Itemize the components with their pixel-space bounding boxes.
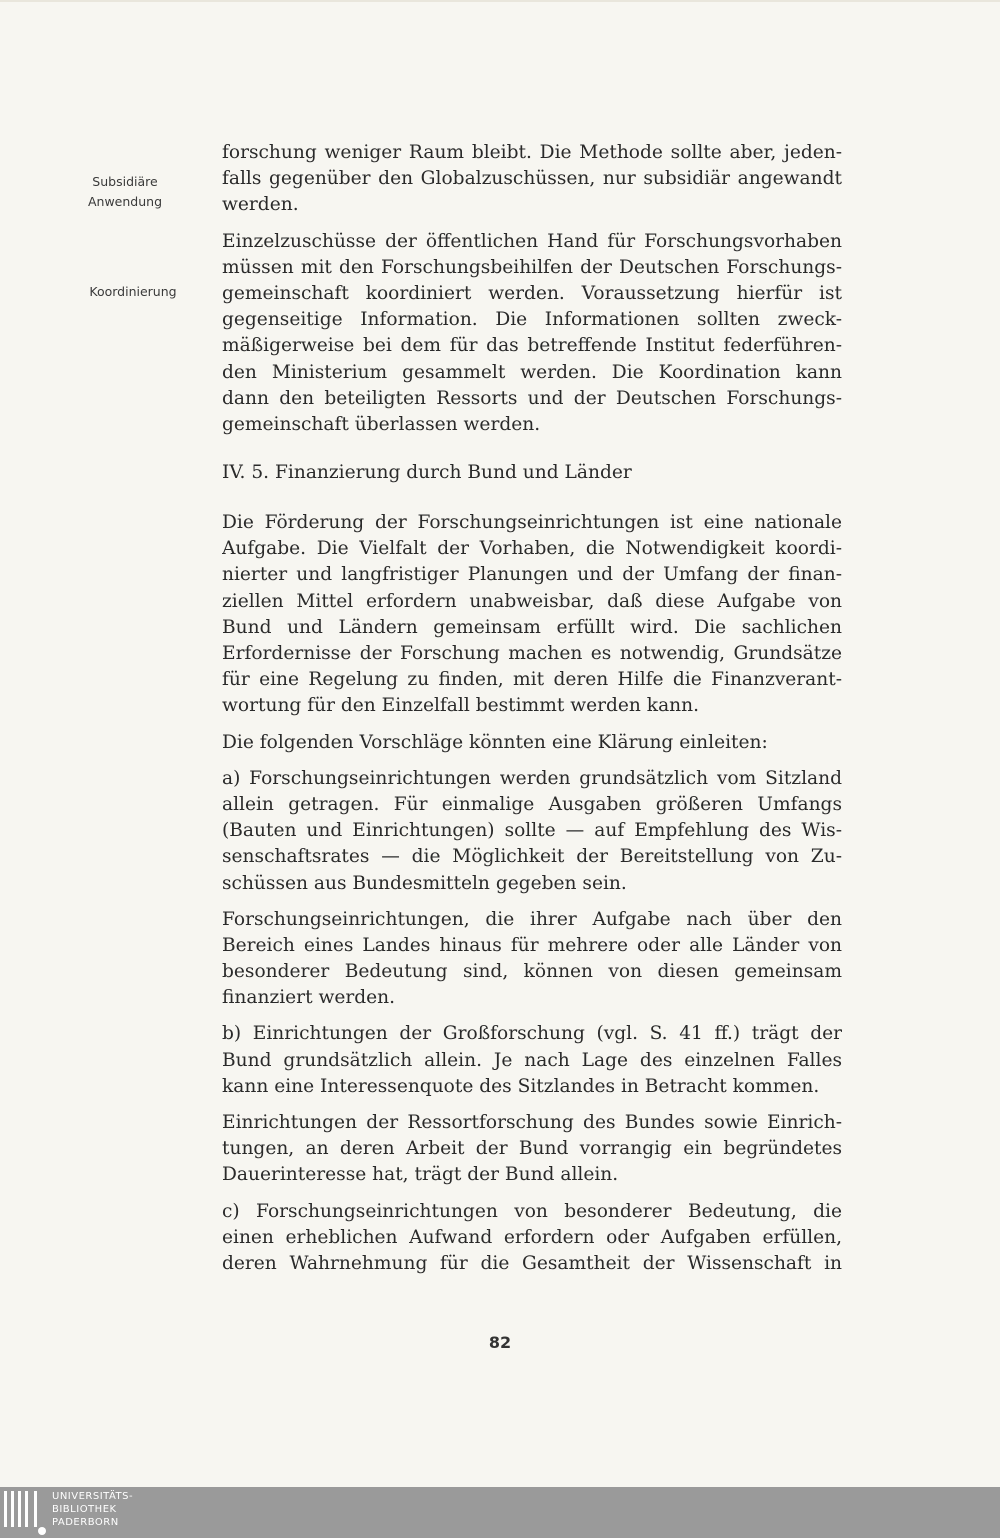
library-footer [0, 1487, 1000, 1538]
library-name-line: BIBLIOTHEK [52, 1504, 117, 1515]
margin-note-line: Subsidiäre [92, 174, 158, 189]
text-line: forschung weniger Raum bleibt. Die Methode sollte aber, jeden- [222, 142, 842, 163]
text-line: schüssen aus Bundesmitteln gegeben sein. [222, 872, 627, 894]
paragraph-6 [222, 907, 842, 1012]
page-number: 82 [488, 1333, 512, 1352]
text-line: (Bauten und Einrichtungen) sollte — auf Empfehlung des Wis- [222, 820, 842, 842]
page-top-edge [0, 0, 1000, 2]
text-line: müssen mit den Forschungsbeihilfen der Deutschen Forschungs- [222, 256, 842, 278]
library-logo-dot-icon [38, 1527, 46, 1535]
paragraph-5 [222, 766, 842, 897]
text-line: Die Förderung der Forschungseinrichtungen ist eine nationale [222, 512, 842, 534]
text-line: a) Forschungseinrichtungen werden grundsätzlich vom Sitzland [222, 767, 842, 789]
text-line: werden. [222, 194, 299, 216]
library-name-line: UNIVERSITÄTS- [52, 1491, 134, 1502]
text-line: tungen, an deren Arbeit der Bund vorrangig ein begründetes [222, 1138, 842, 1160]
text-line: Bund grundsätzlich allein. Je nach Lage des einzelnen Falles [222, 1049, 842, 1071]
text-line: Dauerinteresse hat, trägt der Bund allein. [222, 1164, 619, 1186]
text-line: Forschungseinrichtungen, die ihrer Aufgabe nach über den [222, 908, 842, 930]
section-heading: IV. 5. Finanzierung durch Bund und Länder [222, 462, 632, 484]
text-line: Einrichtungen der Ressortforschung des Bundes sowie Einrich- [222, 1112, 842, 1133]
text-line: c) Forschungseinrichtungen von besonderer Bedeutung, die [222, 1200, 842, 1222]
text-line: ziellen Mittel erfordern unabweisbar, daß diese Aufgabe von [222, 590, 842, 612]
paragraph-2 [222, 229, 842, 439]
text-line: besonderer Bedeutung sind, können von diesen gemeinsam [222, 961, 842, 983]
text-line: für eine Regelung zu finden, mit deren Hilfe die Finanzverant- [222, 669, 842, 691]
margin-note-subsidiaere-anwendung [70, 172, 180, 212]
text-line: Erfordernisse der Forschung machen es notwendig, Grundsätze [222, 643, 842, 664]
paragraph-9 [222, 1199, 842, 1278]
text-line: Bund und Ländern gemeinsam erfüllt wird. Die sachlichen [222, 616, 842, 638]
library-name [52, 1490, 133, 1529]
margin-note-line: Anwendung [87, 194, 163, 209]
text-line: kann eine Interessenquote des Sitzlandes in Betracht kommen. [222, 1075, 820, 1097]
text-line: falls gegenüber den Globalzuschüssen, nur subsidiär angewandt [222, 168, 842, 190]
text-line: Die folgenden Vorschläge könnten eine Klärung einleiten: [222, 731, 768, 753]
margin-note-koordinierung [78, 282, 188, 302]
text-line: senschaftsrates — die Möglichkeit der Bereitstellung von Zu- [222, 846, 842, 868]
text-line: gemeinschaft überlassen werden. [222, 413, 541, 435]
paragraph-4 [222, 730, 842, 756]
page-body [222, 140, 842, 1287]
text-line: den Ministerium gesammelt werden. Die Koordination kann [222, 361, 842, 383]
text-line: nierter und langfristiger Planungen und der Umfang der finan- [222, 564, 842, 586]
paragraph-7 [222, 1021, 842, 1100]
text-line: gegenseitige Information. Die Informationen sollten zweck- [222, 309, 842, 331]
text-line: allein getragen. Für einmalige Ausgaben größeren Umfangs [222, 793, 842, 815]
text-line: gemeinschaft koordiniert werden. Voraussetzung hierfür ist [222, 282, 842, 304]
text-line: mäßigerweise bei dem für das betreffende Institut federführen- [222, 335, 842, 357]
text-line: Aufgabe. Die Vielfalt der Vorhaben, die Notwendigkeit koordi- [222, 538, 842, 560]
text-line: Einzelzuschüsse der öffentlichen Hand für Forschungsvorhaben [222, 230, 842, 252]
margin-note-line: Koordinierung [89, 284, 177, 299]
paragraph-8 [222, 1110, 842, 1189]
text-line: dann den beteiligten Ressorts und der Deutschen Forschungs- [222, 387, 842, 409]
text-line: wortung für den Einzelfall bestimmt werden kann. [222, 695, 700, 717]
paragraph-1 [222, 140, 842, 219]
text-line: Bereich eines Landes hinaus für mehrere oder alle Länder von [222, 934, 842, 956]
text-line: einen erheblichen Aufwand erfordern oder Aufgaben erfüllen, [222, 1226, 842, 1248]
text-line: b) Einrichtungen der Großforschung (vgl. S. 41 ff.) trägt der [222, 1023, 842, 1045]
text-line: deren Wahrnehmung für die Gesamtheit der Wissenschaft in [222, 1252, 842, 1274]
paragraph-3 [222, 510, 842, 720]
library-name-line: PADERBORN [52, 1517, 119, 1528]
text-line: finanziert werden. [222, 987, 396, 1009]
